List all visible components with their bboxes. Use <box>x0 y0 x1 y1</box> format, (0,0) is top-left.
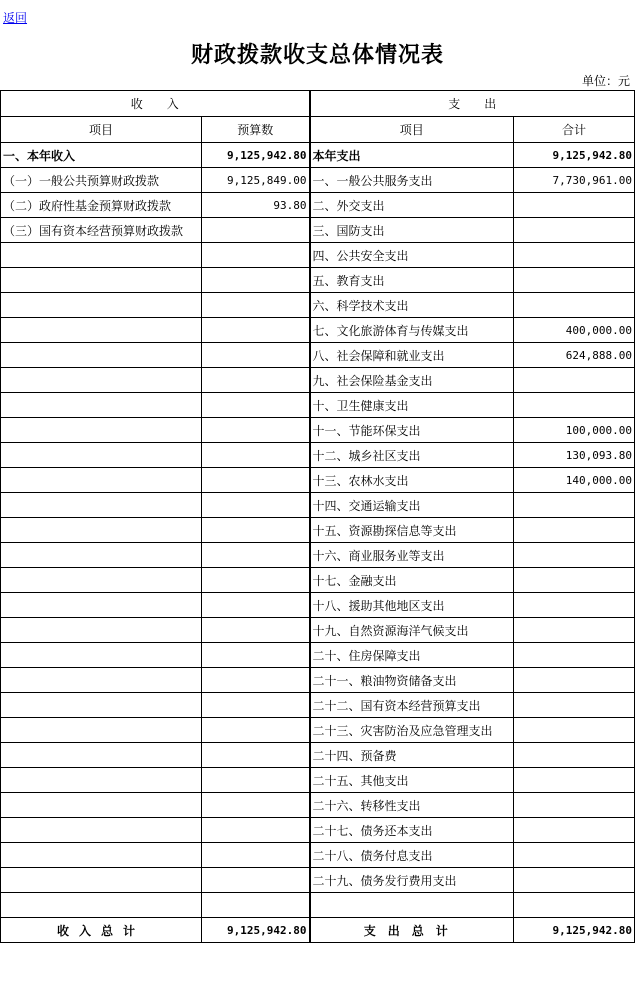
expense-value-cell <box>514 493 635 518</box>
expense-item-cell: 二十三、灾害防治及应急管理支出 <box>310 718 514 743</box>
income-item-cell <box>1 493 202 518</box>
expense-value-cell: 130,093.80 <box>514 443 635 468</box>
expense-value-cell <box>514 518 635 543</box>
expense-item-cell: 十、卫生健康支出 <box>310 393 514 418</box>
income-item-cell <box>1 318 202 343</box>
income-value-cell <box>202 343 310 368</box>
income-value-cell <box>202 493 310 518</box>
table-row <box>1 768 635 793</box>
table-row <box>1 143 635 168</box>
income-value-cell <box>202 718 310 743</box>
page-title: 财政拨款收支总体情况表 <box>190 43 444 68</box>
expense-item-cell: 本年支出 <box>310 143 514 168</box>
income-value-cell <box>202 793 310 818</box>
income-item-cell <box>1 868 202 893</box>
table-row <box>1 218 635 243</box>
table-row <box>1 468 635 493</box>
income-value-cell <box>202 618 310 643</box>
table-row <box>1 418 635 443</box>
expense-item-cell: 十二、城乡社区支出 <box>310 443 514 468</box>
income-item-cell <box>1 843 202 868</box>
income-item-cell <box>1 893 202 918</box>
expense-value-cell <box>514 543 635 568</box>
table-row <box>1 568 635 593</box>
income-value-cell <box>202 843 310 868</box>
column-header-row <box>1 117 635 143</box>
table-row <box>1 168 635 193</box>
expense-value-cell <box>514 193 635 218</box>
income-value-cell: 9,125,942.80 <box>202 143 310 168</box>
income-item-cell <box>1 343 202 368</box>
expense-value-cell: 9,125,942.80 <box>514 143 635 168</box>
expense-item-cell: 十九、自然资源海洋气候支出 <box>310 618 514 643</box>
expense-item-header: 项目 <box>310 117 514 143</box>
expense-item-cell: 一、一般公共服务支出 <box>310 168 514 193</box>
income-item-cell <box>1 468 202 493</box>
income-item-cell <box>1 718 202 743</box>
section-header-row <box>1 91 635 117</box>
income-item-cell <box>1 293 202 318</box>
table-row <box>1 868 635 893</box>
income-total-value: 9,125,942.80 <box>202 918 310 943</box>
table-row <box>1 493 635 518</box>
expense-item-cell <box>310 893 514 918</box>
expense-item-cell: 二十八、债务付息支出 <box>310 843 514 868</box>
income-value-cell <box>202 443 310 468</box>
expense-item-cell: 三、国防支出 <box>310 218 514 243</box>
income-value-cell <box>202 868 310 893</box>
income-item-cell <box>1 768 202 793</box>
income-value-cell <box>202 768 310 793</box>
budget-table <box>0 90 635 943</box>
expense-value-cell <box>514 368 635 393</box>
income-value-cell <box>202 268 310 293</box>
income-value-cell <box>202 593 310 618</box>
expense-item-cell: 二十二、国有资本经营预算支出 <box>310 693 514 718</box>
income-item-cell: （一）一般公共预算财政拨款 <box>1 168 202 193</box>
income-value-cell <box>202 643 310 668</box>
expense-value-cell: 140,000.00 <box>514 468 635 493</box>
expense-item-cell: 十五、资源勘探信息等支出 <box>310 518 514 543</box>
income-value-cell <box>202 218 310 243</box>
income-value-cell <box>202 243 310 268</box>
expense-item-cell: 十四、交通运输支出 <box>310 493 514 518</box>
table-row <box>1 343 635 368</box>
income-item-cell <box>1 793 202 818</box>
income-item-cell <box>1 543 202 568</box>
income-item-cell: （二）政府性基金预算财政拨款 <box>1 193 202 218</box>
totals-row <box>1 918 635 943</box>
back-link[interactable]: 返回 <box>3 11 28 25</box>
income-section-header: 收 入 <box>1 91 310 117</box>
table-row <box>1 368 635 393</box>
table-row <box>1 268 635 293</box>
table-row <box>1 543 635 568</box>
expense-item-cell: 二十、住房保障支出 <box>310 643 514 668</box>
expense-item-cell: 二十六、转移性支出 <box>310 793 514 818</box>
unit-label: 单位：元 <box>581 74 630 88</box>
table-row <box>1 793 635 818</box>
expense-item-cell: 二十一、粮油物资储备支出 <box>310 668 514 693</box>
expense-total-label: 支出总计 <box>310 918 514 943</box>
expense-value-cell <box>514 618 635 643</box>
income-item-cell <box>1 268 202 293</box>
income-item-cell <box>1 693 202 718</box>
expense-value-cell <box>514 293 635 318</box>
table-row <box>1 843 635 868</box>
income-value-cell <box>202 518 310 543</box>
income-total-label: 收入总计 <box>1 918 202 943</box>
income-value-cell <box>202 418 310 443</box>
income-value-cell: 9,125,849.00 <box>202 168 310 193</box>
table-row <box>1 693 635 718</box>
income-item-cell <box>1 518 202 543</box>
expense-value-cell <box>514 643 635 668</box>
expense-value-cell <box>514 893 635 918</box>
expense-item-cell: 六、科学技术支出 <box>310 293 514 318</box>
expense-item-cell: 十六、商业服务业等支出 <box>310 543 514 568</box>
income-value-cell <box>202 368 310 393</box>
income-item-cell: （三）国有资本经营预算财政拨款 <box>1 218 202 243</box>
expense-item-cell: 二十五、其他支出 <box>310 768 514 793</box>
income-item-cell <box>1 743 202 768</box>
income-item-cell <box>1 368 202 393</box>
expense-value-cell <box>514 668 635 693</box>
income-item-cell <box>1 243 202 268</box>
expense-value-cell: 7,730,961.00 <box>514 168 635 193</box>
table-row <box>1 618 635 643</box>
income-value-cell <box>202 293 310 318</box>
table-row <box>1 743 635 768</box>
income-item-cell <box>1 568 202 593</box>
expense-value-cell <box>514 868 635 893</box>
expense-item-cell: 七、文化旅游体育与传媒支出 <box>310 318 514 343</box>
expense-value-cell <box>514 843 635 868</box>
expense-total-header: 合计 <box>514 117 635 143</box>
expense-value-cell: 624,888.00 <box>514 343 635 368</box>
expense-value-cell <box>514 218 635 243</box>
expense-value-cell: 100,000.00 <box>514 418 635 443</box>
income-item-cell <box>1 818 202 843</box>
expense-value-cell <box>514 718 635 743</box>
expense-section-header: 支 出 <box>310 91 635 117</box>
expense-item-cell: 四、公共安全支出 <box>310 243 514 268</box>
expense-item-cell: 二十四、预备费 <box>310 743 514 768</box>
expense-item-cell: 十一、节能环保支出 <box>310 418 514 443</box>
expense-item-cell: 九、社会保险基金支出 <box>310 368 514 393</box>
expense-item-cell: 二十九、债务发行费用支出 <box>310 868 514 893</box>
income-value-cell <box>202 693 310 718</box>
expense-item-cell: 十三、农林水支出 <box>310 468 514 493</box>
income-value-cell: 93.80 <box>202 193 310 218</box>
income-item-cell <box>1 668 202 693</box>
table-row <box>1 318 635 343</box>
table-row <box>1 443 635 468</box>
table-row <box>1 393 635 418</box>
expense-item-cell: 二十七、债务还本支出 <box>310 818 514 843</box>
income-value-cell <box>202 568 310 593</box>
table-row <box>1 293 635 318</box>
expense-value-cell <box>514 268 635 293</box>
expense-item-cell: 五、教育支出 <box>310 268 514 293</box>
expense-value-cell <box>514 693 635 718</box>
expense-value-cell <box>514 818 635 843</box>
income-value-cell <box>202 318 310 343</box>
income-value-cell <box>202 743 310 768</box>
table-row <box>1 593 635 618</box>
table-row <box>1 643 635 668</box>
table-body <box>1 143 635 918</box>
expense-value-cell <box>514 568 635 593</box>
expense-item-cell: 二、外交支出 <box>310 193 514 218</box>
expense-value-cell <box>514 768 635 793</box>
income-value-cell <box>202 393 310 418</box>
expense-item-cell: 八、社会保障和就业支出 <box>310 343 514 368</box>
income-budget-header: 预算数 <box>202 117 310 143</box>
table-row <box>1 518 635 543</box>
expense-value-cell <box>514 393 635 418</box>
income-item-cell <box>1 393 202 418</box>
expense-item-cell: 十八、援助其他地区支出 <box>310 593 514 618</box>
income-value-cell <box>202 893 310 918</box>
expense-value-cell <box>514 593 635 618</box>
table-row <box>1 668 635 693</box>
income-item-header: 项目 <box>1 117 202 143</box>
income-item-cell <box>1 443 202 468</box>
expense-value-cell: 400,000.00 <box>514 318 635 343</box>
expense-value-cell <box>514 243 635 268</box>
table-row <box>1 193 635 218</box>
income-item-cell <box>1 643 202 668</box>
income-value-cell <box>202 543 310 568</box>
expense-total-value: 9,125,942.80 <box>514 918 635 943</box>
income-item-cell <box>1 618 202 643</box>
income-item-cell <box>1 418 202 443</box>
income-item-cell: 一、本年收入 <box>1 143 202 168</box>
table-row <box>1 243 635 268</box>
table-row <box>1 718 635 743</box>
income-item-cell <box>1 593 202 618</box>
table-row <box>1 818 635 843</box>
table-row <box>1 893 635 918</box>
expense-value-cell <box>514 743 635 768</box>
expense-item-cell: 十七、金融支出 <box>310 568 514 593</box>
expense-value-cell <box>514 793 635 818</box>
income-value-cell <box>202 468 310 493</box>
income-value-cell <box>202 668 310 693</box>
income-value-cell <box>202 818 310 843</box>
